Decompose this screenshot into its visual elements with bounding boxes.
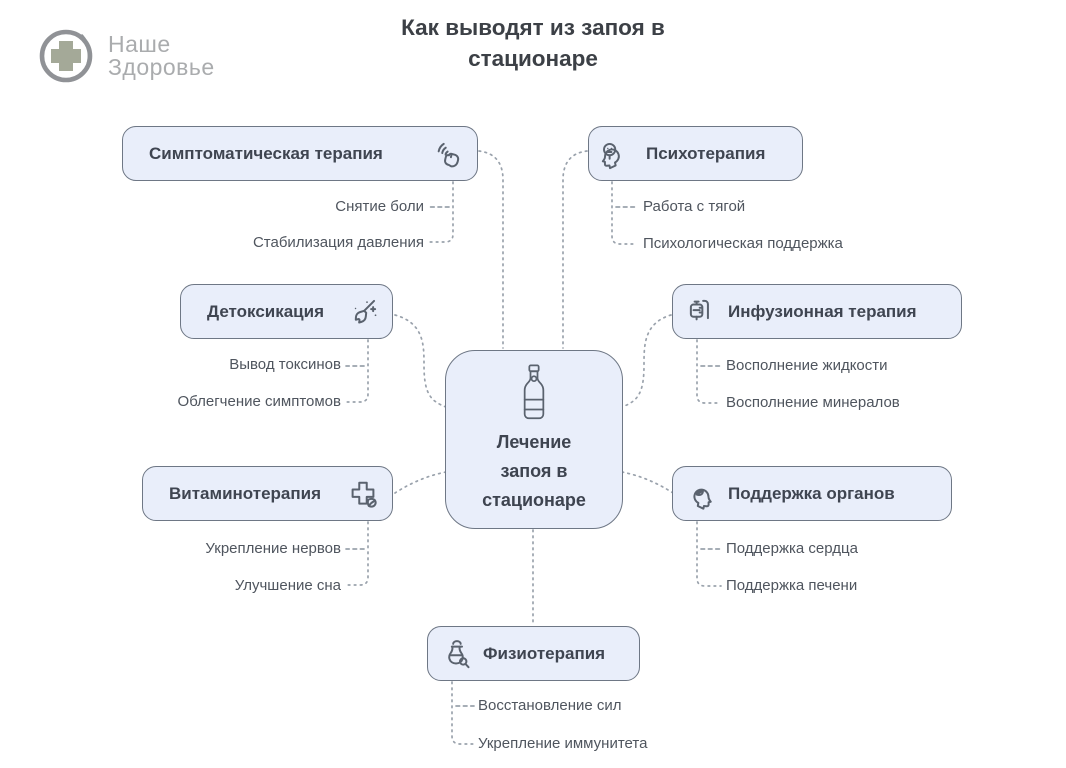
branch-box-organ-support <box>672 466 952 521</box>
psychotherapy-head-icon <box>601 138 635 170</box>
page-title <box>401 12 665 74</box>
subline-vitamin <box>346 522 368 585</box>
subline-psychotherapy <box>612 182 636 244</box>
connector-infusion-to-central <box>622 315 671 407</box>
branch-box-vitamin-therapy <box>142 466 393 521</box>
branch-box-psychotherapy <box>588 126 803 181</box>
branch-title: Поддержка органов <box>728 483 895 503</box>
logo-name-line2: Здоровье <box>108 54 215 80</box>
connector-vitamin-to-central <box>395 472 446 493</box>
body-care-icon <box>440 638 472 670</box>
central-node <box>445 350 623 529</box>
branch-box-detox <box>180 284 393 339</box>
iv-drip-icon <box>685 296 717 328</box>
sub-item: Вывод токсинов <box>229 356 341 373</box>
central-node-label <box>482 428 586 515</box>
branch-title: Витаминотерапия <box>169 483 322 503</box>
sub-item: Укрепление иммунитета <box>478 735 648 752</box>
branch-title: Инфузионная терапия <box>728 301 917 321</box>
subline-physio <box>452 682 474 744</box>
subline-infusion <box>697 340 721 403</box>
branch-box-infusion-therapy <box>672 284 962 339</box>
branch-title: Симптоматическая терапия <box>149 143 383 163</box>
head-leaf-icon <box>685 478 717 510</box>
subline-symptomatic <box>430 182 453 242</box>
central-label-line2: запоя в <box>500 461 568 481</box>
branch-title: Детоксикация <box>207 301 325 321</box>
sub-item: Работа с тягой <box>643 198 746 215</box>
connector-symptomatic-to-central <box>479 151 503 348</box>
sub-item: Поддержка печени <box>726 577 858 594</box>
sub-item: Снятие боли <box>335 198 424 215</box>
sub-item: Улучшение сна <box>234 577 341 594</box>
page-title-line2: стационаре <box>468 46 598 71</box>
sub-item: Облегчение симптомов <box>177 393 341 410</box>
branch-title: Физиотерапия <box>483 643 606 663</box>
logo-text <box>108 30 215 80</box>
sub-item: Психологическая поддержка <box>643 235 843 252</box>
sub-item: Восстановление сил <box>478 697 622 714</box>
logo-name-line1: Наше <box>108 30 171 57</box>
sub-item: Поддержка сердца <box>726 540 858 557</box>
central-label-line3: стационаре <box>482 490 586 510</box>
bottle-icon <box>517 364 551 420</box>
sub-item: Стабилизация давления <box>252 234 424 251</box>
sub-item: Восполнение жидкости <box>726 357 888 374</box>
pain-relief-icon <box>432 138 464 170</box>
medical-cross-circle-icon <box>34 24 98 88</box>
connector-organ-to-central <box>622 472 673 493</box>
page-title-line1: Как выводят из запоя в <box>401 15 665 40</box>
branch-box-physiotherapy <box>427 626 640 681</box>
cross-leaf-icon <box>347 478 379 510</box>
connector-detox-to-central <box>395 315 446 407</box>
broom-sparkles-icon <box>347 296 379 328</box>
subline-organ <box>697 522 721 586</box>
connector-psychotherapy-to-central <box>563 151 587 348</box>
sub-item: Укрепление нервов <box>205 540 341 557</box>
sub-item: Восполнение минералов <box>726 394 900 411</box>
logo <box>34 24 215 88</box>
branch-box-symptomatic-therapy <box>122 126 478 181</box>
subline-detox <box>346 340 368 402</box>
branch-title: Психотерапия <box>646 143 766 163</box>
central-label-line1: Лечение <box>496 432 572 452</box>
